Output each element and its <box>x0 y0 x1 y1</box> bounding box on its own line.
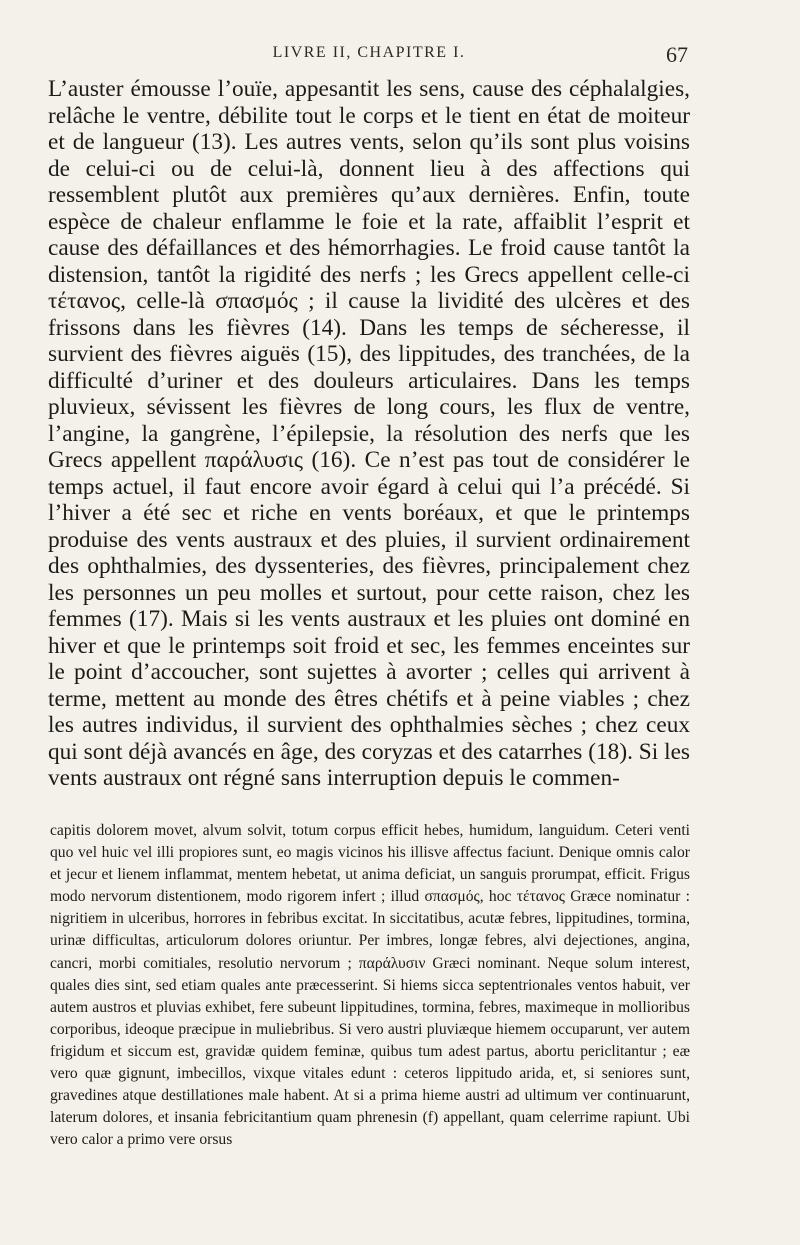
latin-footnote-block <box>50 820 690 1151</box>
main-paragraph: L’auster émousse l’ouïe, appesantit les sens, cause des céphalalgies, relâche le ventre, débilite tout le corps et le tient en état de moiteur et de langueur (13). Les autres vents, selon qu’ils sont plus voisins de celui-ci ou de celui-là, donnent lieu à des affections qui ressemblent plutôt aux premières qu’aux dernières. Enfin, toute espèce de chaleur enflamme le foie et la rate, affaiblit l’esprit et cause des défaillances et des hémorrhagies. Le froid cause tantôt la distension, tantôt la rigidité des nerfs ; les Grecs appellent celle-ci τέτανος, celle-là σπασμός ; il cause la lividité des ulcères et des frissons dans les fièvres (14). Dans les temps de sécheresse, il survient des fièvres aiguës (15), des lippitudes, des tranchées, de la difficulté d’uriner et des douleurs articulaires. Dans les temps pluvieux, sévissent les fièvres de long cours, les flux de ventre, l’angine, la gangrène, l’épilepsie, la résolution des nerfs que les Grecs appellent παράλυσις (16). Ce n’est pas tout de considérer le temps actuel, il faut encore avoir égard à celui qui l’a précédé. Si l’hiver a été sec et riche en vents boréaux, et que le printemps produise des vents austraux et des pluies, il survient ordinairement des ophthalmies, des dyssenteries, des fièvres, principalement chez les personnes un peu molles et surtout, pour cette raison, chez les femmes (17). Mais si les vents austraux et les pluies ont dominé en hiver et que le printemps soit froid et sec, les femmes enceintes sur le point d’accoucher, sont sujettes à avorter ; celles qui arrivent à terme, mettent au monde des êtres chétifs et à peine viables ; chez les autres individus, il survient des ophthalmies sèches ; chez ceux qui sont déjà avancés en âge, des coryzas et des catarrhes (18). Si les vents austraux ont régné sans interruption depuis le commen- <box>48 76 690 791</box>
page-number: 67 <box>666 42 688 67</box>
main-text-block <box>48 76 690 792</box>
running-header: LIVRE II, CHAPITRE I. <box>272 44 466 61</box>
latin-note-paragraph: capitis dolorem movet, alvum solvit, totum corpus efficit hebes, humidum, languidum. Ceteri venti quo vel huic vel illi propiores sunt, eo magis vicinos his illisve affectus faciunt. Denique omnis calor et jecur et lienem inflammat, mentem hebetat, ut anima deficiat, un sanguis prorumpat, efficit. Frigus modo nervorum distentionem, modo rigorem infert ; illud σπασμός, hoc τέτανος Græce nominatur : nigritiem in ulceribus, horrores in febribus excitat. In siccitatibus, acutæ febres, lippitudines, tormina, urinæ difficultas, articulorum dolores oriuntur. Per imbres, longæ febres, alvi dejectiones, angina, cancri, morbi comitiales, resolutio nervorum ; παράλυσιν Græci nominant. Neque solum interest, quales dies sint, sed etiam quales ante præcesserint. Si hiems sicca septentrionales ventos habuit, ver autem austros et pluvias exhibet, fere subeunt lippitudines, tormina, febres, maximeque in mollioribus corporibus, ideoque præcipue in muliebribus. Si vero austri pluviæque hiemem occuparunt, ver autem frigidum et siccum est, gravidæ quidem feminæ, quibus tum adest partus, abortu periclitantur ; eæ vero quæ gignunt, imbecillos, vixque vitales edunt : ceteros lippitudo arida, et, si seniores sunt, gravedines atque destillationes male habent. At si a prima hieme austri ad ultimum ver continuarunt, laterum dolores, et insania febricitantium quam phrenesin (f) appellant, quam celerrime rapiunt. Ubi vero calor a primo vere orsus <box>50 822 690 1149</box>
